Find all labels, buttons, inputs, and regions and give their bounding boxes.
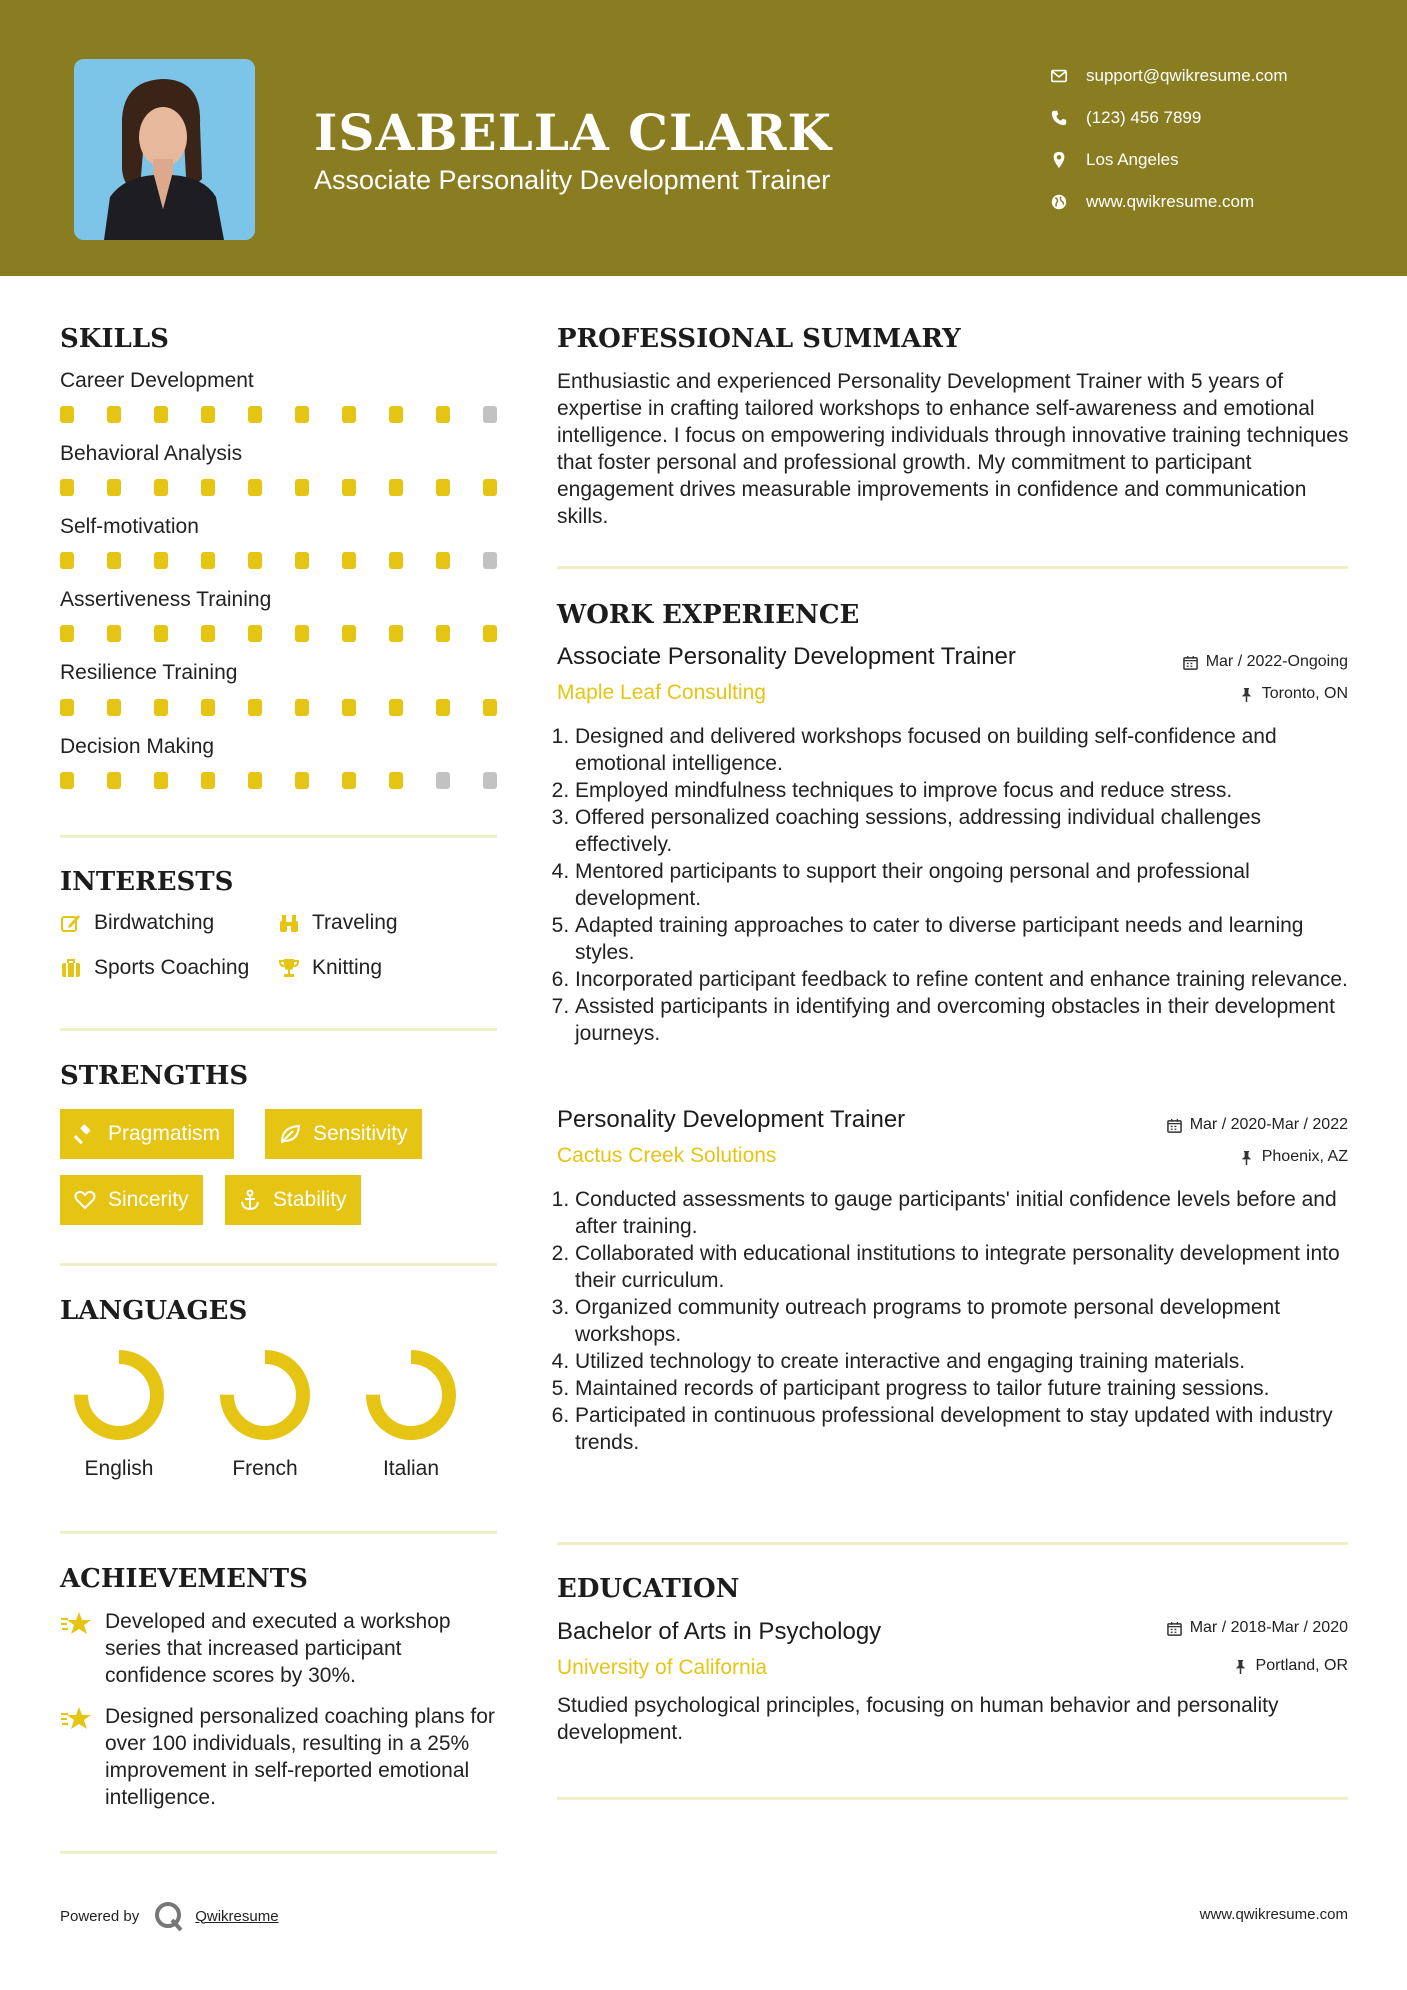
interest-label: Birdwatching	[94, 911, 215, 934]
job-dates	[1167, 1116, 1348, 1134]
contact-phone-text: (123) 456 7899	[1086, 108, 1202, 127]
skill-dot-filled	[436, 479, 450, 496]
skill-dot-filled	[483, 699, 497, 716]
experience-heading: WORK EXPERIENCE	[557, 600, 860, 630]
language-item	[64, 1347, 174, 1481]
interest-label: Knitting	[312, 956, 383, 979]
skill-rating	[60, 772, 530, 789]
job-title: Associate Personality Development Trainer	[557, 643, 1016, 670]
globe-icon	[1050, 193, 1086, 211]
skill-dot-filled	[154, 552, 168, 569]
duty-item: 1. Designed and delivered workshops focused on building self-confidence and emotional intelligence.	[575, 723, 1355, 777]
skill-dot-filled	[342, 406, 356, 423]
summary-text: Enthusiastic and experienced Personality Development Trainer with 5 years of expertise in crafting tailored workshops to enhance self-awareness and emotional intelligence. I focus on empowering individuals through innovative training techniques that foster personal and professional growth. My commitment to participant engagement drives measurable improvements in confidence and communication skills.	[557, 370, 1349, 528]
skill-dot-filled	[201, 479, 215, 496]
skill-dot-filled	[201, 625, 215, 642]
section-divider	[60, 1851, 497, 1854]
contact-location-text: Los Angeles	[1086, 150, 1179, 169]
pushpin-icon	[1233, 1659, 1248, 1674]
duty-item: 2. Employed mindfulness techniques to improve focus and reduce stress.	[575, 777, 1355, 804]
achievement-text: Designed personalized coaching plans for over 100 individuals, resulting in a 25% improvement in self-reported emotional intelligence.	[105, 1705, 495, 1809]
interest-label: Sports Coaching	[94, 956, 250, 979]
job-title: Personality Development Trainer	[557, 1106, 906, 1133]
skill-dot-filled	[201, 772, 215, 789]
section-divider	[557, 1797, 1348, 1800]
strength-tag	[60, 1109, 234, 1159]
contact-email[interactable]	[1050, 55, 1288, 97]
job-dates-text: Mar / 2020-Mar / 2022	[1189, 1116, 1348, 1133]
duty-item: 3. Organized community outreach programs to promote personal development workshops.	[575, 1294, 1355, 1348]
strength-label: Sincerity	[108, 1188, 189, 1211]
phone-icon	[1050, 109, 1086, 127]
company-name: Maple Leaf Consulting	[557, 681, 766, 704]
skill-dot-filled	[201, 699, 215, 716]
duty-item: 2. Collaborated with educational institutions to integrate personality development into their curriculum.	[575, 1240, 1355, 1294]
strengths-heading: STRENGTHS	[60, 1061, 249, 1091]
skill-dot-filled	[342, 552, 356, 569]
achievements-heading: ACHIEVEMENTS	[60, 1564, 308, 1594]
job-duties	[575, 723, 1355, 1047]
strength-tag	[225, 1175, 361, 1225]
footer-powered-by	[60, 1900, 279, 1932]
language-level-arc	[227, 1357, 303, 1433]
language-gauge	[217, 1347, 313, 1443]
duty-item: 5. Maintained records of participant progress to tailor future training sessions.	[575, 1375, 1355, 1402]
skill-dot-filled	[436, 625, 450, 642]
skill-dot-filled	[154, 772, 168, 789]
skill-dot-filled	[107, 552, 121, 569]
interest-label: Traveling	[312, 911, 398, 934]
star-icon	[60, 1703, 105, 1811]
skill-dot-filled	[248, 479, 262, 496]
qwikresume-logo-icon	[153, 1900, 185, 1932]
contact-list	[1050, 55, 1288, 223]
duty-item: 7. Assisted participants in identifying and overcoming obstacles in their development journeys.	[575, 993, 1355, 1047]
education-location	[1233, 1657, 1348, 1675]
language-name: French	[232, 1457, 298, 1480]
skill-dot-filled	[60, 772, 74, 789]
interests-heading: INTERESTS	[60, 867, 234, 897]
company-name: Cactus Creek Solutions	[557, 1144, 777, 1167]
contact-website[interactable]	[1050, 181, 1288, 223]
skill-dot-filled	[389, 552, 403, 569]
section-divider	[60, 1263, 497, 1266]
skill-rating	[60, 625, 530, 642]
skill-rating	[60, 552, 530, 569]
skill-dot-filled	[201, 406, 215, 423]
skill-dot-filled	[154, 625, 168, 642]
skill-dot-filled	[154, 406, 168, 423]
language-gauge	[363, 1347, 459, 1443]
skill-dot-filled	[389, 406, 403, 423]
interest-item	[60, 911, 214, 935]
skill-dot-filled	[389, 479, 403, 496]
skill-name: Self-motivation	[60, 515, 199, 538]
pushpin-icon	[1239, 1150, 1254, 1165]
skill-name: Resilience Training	[60, 661, 238, 684]
skill-dot-filled	[436, 552, 450, 569]
job-location-text: Toronto, ON	[1261, 685, 1348, 702]
skill-dot-empty	[483, 552, 497, 569]
language-gauge	[71, 1347, 167, 1443]
skill-dot-filled	[107, 699, 121, 716]
pencil-edit-icon	[60, 912, 94, 934]
section-divider	[60, 1531, 497, 1534]
language-level-arc	[373, 1357, 449, 1433]
interest-item	[278, 956, 382, 980]
skill-dot-filled	[248, 552, 262, 569]
skill-dot-filled	[295, 699, 309, 716]
skill-dot-filled	[295, 406, 309, 423]
strength-label: Sensitivity	[313, 1122, 408, 1145]
contact-phone[interactable]	[1050, 97, 1288, 139]
duty-item: 4. Utilized technology to create interactive and engaging training materials.	[575, 1348, 1355, 1375]
section-divider	[557, 566, 1348, 569]
interest-item	[60, 956, 249, 980]
job-duties	[575, 1186, 1355, 1456]
job-location-text: Phoenix, AZ	[1261, 1148, 1348, 1165]
contact-website-text: www.qwikresume.com	[1086, 192, 1255, 211]
education-heading: EDUCATION	[557, 1574, 740, 1604]
candidate-title: Associate Personality Development Trainer	[314, 165, 831, 195]
header-banner	[0, 0, 1407, 276]
skill-dot-filled	[436, 406, 450, 423]
strength-tag	[60, 1175, 203, 1225]
leaf-icon	[279, 1123, 301, 1145]
duty-item: 6. Incorporated participant feedback to refine content and enhance training relevance.	[575, 966, 1355, 993]
achievement-item	[60, 1703, 500, 1811]
calendar-icon	[1167, 1118, 1182, 1133]
skill-dot-filled	[342, 772, 356, 789]
skill-dot-filled	[107, 406, 121, 423]
skill-dot-filled	[60, 552, 74, 569]
anchor-icon	[239, 1189, 261, 1211]
skill-dot-filled	[342, 625, 356, 642]
language-name: English	[84, 1457, 154, 1480]
skill-dot-filled	[248, 625, 262, 642]
skill-dot-filled	[436, 699, 450, 716]
duty-item: 5. Adapted training approaches to cater to diverse participant needs and learning styles.	[575, 912, 1355, 966]
skill-dot-filled	[295, 552, 309, 569]
binoculars-icon	[278, 912, 312, 934]
strength-label: Stability	[273, 1188, 347, 1211]
skill-dot-filled	[107, 479, 121, 496]
contact-location	[1050, 139, 1288, 181]
trophy-icon	[278, 957, 312, 979]
calendar-icon	[1167, 1621, 1182, 1636]
education-dates	[1167, 1619, 1348, 1637]
skill-dot-filled	[295, 479, 309, 496]
summary-heading: PROFESSIONAL SUMMARY	[557, 324, 961, 354]
skills-heading: SKILLS	[60, 324, 169, 354]
job-location	[1239, 685, 1348, 703]
contact-email-text: support@qwikresume.com	[1086, 66, 1288, 85]
school-name: University of California	[557, 1656, 768, 1679]
language-name: Italian	[382, 1457, 440, 1480]
section-divider	[60, 835, 497, 838]
language-item	[356, 1347, 466, 1481]
skill-rating	[60, 699, 530, 716]
duty-item: 3. Offered personalized coaching sessions, addressing individual challenges effectively.	[575, 804, 1355, 858]
skill-name: Behavioral Analysis	[60, 442, 243, 465]
skill-dot-filled	[107, 772, 121, 789]
education-location-text: Portland, OR	[1255, 1657, 1348, 1674]
skill-dot-empty	[483, 406, 497, 423]
skill-dot-filled	[295, 625, 309, 642]
skill-dot-filled	[342, 479, 356, 496]
skill-dot-filled	[248, 772, 262, 789]
skill-dot-empty	[436, 772, 450, 789]
achievement-text: Developed and executed a workshop series that increased participant confidence scores by 30%.	[105, 1610, 451, 1687]
education-dates-text: Mar / 2018-Mar / 2020	[1189, 1619, 1348, 1636]
job-location	[1239, 1148, 1348, 1166]
skill-dot-filled	[154, 699, 168, 716]
profile-photo	[74, 59, 255, 240]
duty-item: 1. Conducted assessments to gauge participants' initial confidence levels before and after training.	[575, 1186, 1355, 1240]
map-marker-icon	[1050, 151, 1086, 169]
strength-tag	[265, 1109, 422, 1159]
duty-item: 4. Mentored participants to support their ongoing personal and professional development.	[575, 858, 1355, 912]
skill-dot-filled	[483, 479, 497, 496]
powered-by-text: Powered by	[60, 1907, 140, 1925]
skill-rating	[60, 406, 530, 423]
strength-label: Pragmatism	[108, 1122, 221, 1145]
gavel-icon	[74, 1123, 96, 1145]
skill-dot-filled	[389, 625, 403, 642]
briefcase-icon	[60, 957, 94, 979]
skill-name: Career Development	[60, 369, 254, 392]
skill-dot-filled	[154, 479, 168, 496]
skill-dot-filled	[248, 699, 262, 716]
degree-title: Bachelor of Arts in Psychology	[557, 1618, 882, 1645]
calendar-icon	[1183, 655, 1198, 670]
skill-dot-filled	[201, 552, 215, 569]
education-description: Studied psychological principles, focusing on human behavior and personality development.	[557, 1694, 1279, 1744]
skill-dot-empty	[483, 772, 497, 789]
skill-dot-filled	[60, 699, 74, 716]
job-dates-text: Mar / 2022-Ongoing	[1205, 653, 1348, 670]
skill-dot-filled	[60, 406, 74, 423]
envelope-icon	[1050, 67, 1086, 85]
skill-dot-filled	[483, 625, 497, 642]
skill-dot-filled	[342, 699, 356, 716]
skill-dot-filled	[295, 772, 309, 789]
pushpin-icon	[1239, 687, 1254, 702]
heart-icon	[74, 1189, 96, 1211]
achievement-item	[60, 1608, 500, 1689]
language-item	[210, 1347, 320, 1481]
candidate-name: ISABELLA CLARK	[314, 103, 832, 162]
skill-dot-filled	[389, 699, 403, 716]
skill-dot-filled	[107, 625, 121, 642]
skill-dot-filled	[389, 772, 403, 789]
skill-dot-filled	[248, 406, 262, 423]
job-dates	[1183, 653, 1348, 671]
brand-link[interactable]: Qwikresume	[195, 1907, 279, 1925]
skill-name: Decision Making	[60, 735, 215, 758]
star-icon	[60, 1608, 105, 1689]
languages-heading: LANGUAGES	[60, 1296, 248, 1326]
section-divider	[557, 1542, 1348, 1545]
skill-rating	[60, 479, 530, 496]
skill-dot-filled	[60, 479, 74, 496]
language-level-arc	[81, 1357, 157, 1433]
skill-name: Assertiveness Training	[60, 588, 272, 611]
duty-item: 6. Participated in continuous professional development to stay updated with industry trends.	[575, 1402, 1355, 1456]
footer-website[interactable]: www.qwikresume.com	[1199, 1906, 1348, 1923]
portrait-image	[74, 59, 255, 240]
skill-dot-filled	[60, 625, 74, 642]
section-divider	[60, 1028, 497, 1031]
interest-item	[278, 911, 398, 935]
